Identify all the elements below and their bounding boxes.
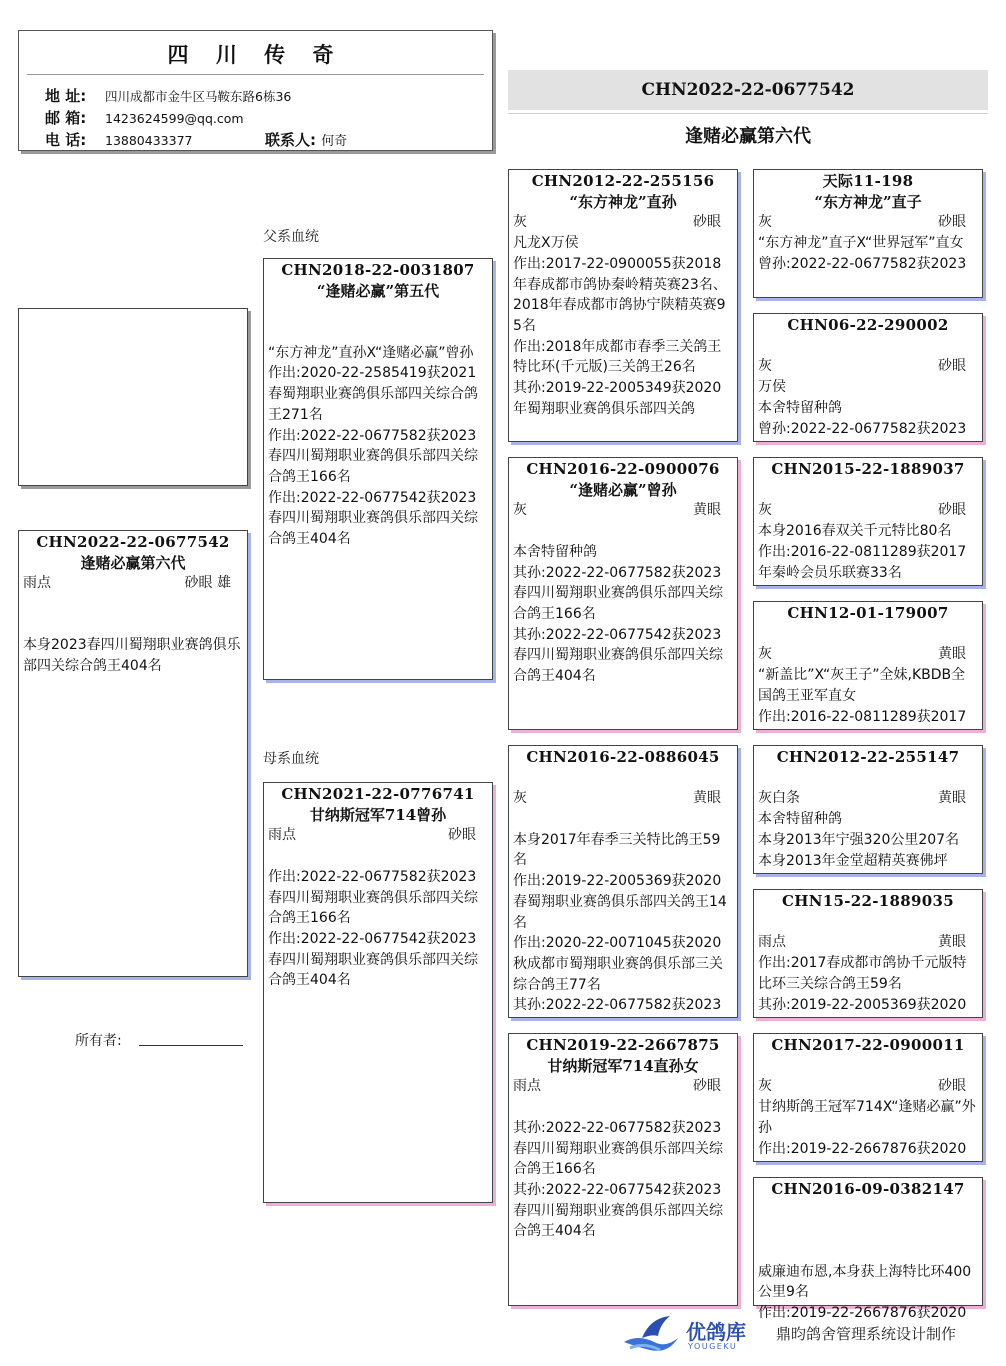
contact-block — [265, 129, 347, 150]
feather-color: 雨点 — [513, 1078, 541, 1095]
pedigree-card — [753, 1177, 983, 1322]
color-eye-row — [513, 1076, 733, 1097]
pigeon-name — [513, 768, 733, 789]
color-eye-row — [23, 573, 243, 594]
ring-number: CHN2019-22-2667875 — [526, 1036, 720, 1054]
ring-number: CHN2018-22-0031807 — [281, 261, 475, 279]
pedigree-card — [508, 457, 738, 730]
color-eye-row — [758, 356, 978, 377]
pedigree-note: 其孙:2022-22-0677582获2023 — [513, 997, 722, 1014]
pedigree-note: 作出:2022-22-0677542获2023春四川蜀翔职业赛鸽俱乐部四关综合鸽王404名 — [268, 930, 478, 989]
ring-number: CHN2022-22-0677542 — [36, 533, 230, 551]
color-eye-row — [758, 1076, 978, 1097]
feather-color: 灰 — [758, 1078, 772, 1095]
pedigree-note: 本舍特留种鸽 — [758, 399, 842, 416]
pigeon-name: “逢赌必赢”第五代 — [316, 281, 440, 300]
pedigree-note: 凡龙X万侯 — [513, 235, 579, 252]
address-label: 地 址: — [45, 87, 87, 105]
feather-color: 雨点 — [23, 575, 51, 592]
ring-number: CHN15-22-1889035 — [782, 892, 954, 910]
pedigree-note — [513, 809, 733, 830]
pedigree-note: 曾孙:2022-22-0677582获2023 — [758, 255, 967, 272]
pedigree-note: 其孙:2022-22-0677542获2023春四川蜀翔职业赛鸽俱乐部四关综合鸽王404名 — [513, 626, 723, 685]
pedigree-note: 作出:2020-22-2585419获2021春蜀翔职业赛鸽俱乐部四关综合鸽王271名 — [268, 365, 478, 423]
pigeon-name — [758, 624, 978, 645]
feather-color: 灰 — [513, 502, 527, 519]
feather-color: 灰 — [758, 646, 772, 663]
ring-number: CHN2012-22-255147 — [776, 748, 960, 766]
ring-number: CHN12-01-179007 — [787, 604, 949, 622]
pedigree-note: 本身2013年宁强320公里207名 — [758, 831, 960, 848]
color-eye-row — [513, 212, 733, 233]
pedigree-note: 本身2017年春季三关特比鸽王59名 — [513, 831, 721, 869]
pedigree-note — [23, 594, 243, 615]
ring-number: CHN2021-22-0776741 — [281, 785, 475, 803]
ring-number: CHN2016-22-0900076 — [526, 460, 720, 478]
phone-value: 13880433377 — [105, 133, 193, 148]
pedigree-note: 本舍特留种鸽 — [513, 543, 597, 560]
pedigree-card — [753, 889, 983, 1018]
pigeon-name — [758, 1200, 978, 1221]
pigeon-name: 甘纳斯冠军714直孙女 — [547, 1056, 699, 1075]
pedigree-note: 作出:2022-22-0677582获2023春四川蜀翔职业赛鸽俱乐部四关综合鸽王166名 — [268, 868, 478, 927]
pedigree-card — [753, 313, 983, 442]
pedigree-note — [268, 846, 488, 867]
feather-color: 雨点 — [268, 827, 296, 844]
pedigree-card — [753, 1033, 983, 1162]
pigeon-name: “逢赌必赢”曾孙 — [569, 480, 677, 499]
pedigree-note: 作出:2017春成都市鸽协千元版特比环三关综合鸽王59名 — [758, 955, 967, 992]
pedigree-card — [508, 169, 738, 442]
pedigree-note: 作出:2019-22-2005369获2020春蜀翔职业赛鸽俱乐部四关鸽王14名 — [513, 873, 727, 931]
color-eye-row — [268, 825, 488, 846]
ring-number: CHN06-22-290002 — [787, 316, 949, 334]
pedigree-note: 作出:2020-22-0071045获2020秋成都市蜀翔职业赛鸽俱乐部三关综合鸽王77名 — [513, 935, 723, 993]
feather-color: 灰 — [513, 214, 527, 231]
loft-divider — [27, 74, 484, 75]
phone-label: 电 话: — [45, 131, 87, 149]
eye-type: 砂眼 — [938, 502, 966, 519]
eye-type: 砂眼 雄 — [184, 575, 231, 592]
pedigree-card — [508, 1033, 738, 1306]
pedigree-note: 威廉迪布恩,本身获上海特比环400公里9名 — [758, 1263, 972, 1301]
ring-number: CHN2012-22-255156 — [531, 172, 715, 190]
pedigree-note — [513, 1097, 733, 1118]
color-eye-row — [513, 788, 733, 809]
pedigree-card — [753, 601, 983, 730]
pedigree-card — [508, 745, 738, 1018]
eye-type: 黄眼 — [938, 790, 966, 807]
pigeon-name: 甘纳斯冠军714曾孙 — [309, 805, 447, 824]
pedigree-note: 作出:2019-22-2667876获2020 — [758, 1140, 967, 1157]
credit-text: 鼎昀鸽舍管理系统设计制作 — [776, 1325, 957, 1343]
pedigree-card — [753, 457, 983, 586]
pigeon-name: “东方神龙”直子 — [814, 192, 922, 211]
color-eye-row — [758, 644, 978, 665]
pedigree-note: 作出:2016-22-0811289获2017 — [758, 708, 967, 725]
pedigree-note: 万侯 — [758, 379, 786, 396]
email-value: 1423624599@qq.com — [105, 111, 244, 126]
pedigree-note: 作出:2018年成都市春季三关鸽王特比环(千元版)三关鸽王26名 — [513, 338, 722, 376]
color-eye-row — [758, 212, 978, 233]
owner-signature-line[interactable] — [139, 1045, 243, 1046]
pedigree-note: 作出:2017-22-0900055获2018年春成都市鸽协秦岭精英赛23名、2018年春成都市鸽协宁陕精英赛95名 — [513, 255, 727, 334]
feather-color: 灰 — [758, 214, 772, 231]
feather-color: 灰 — [758, 502, 772, 519]
pedigree-note: 本身2013年金堂超精英赛佛坪 — [758, 852, 948, 869]
pigeon-name — [758, 480, 978, 501]
yougeku-logo-icon — [620, 1312, 682, 1356]
ring-number: CHN2017-22-0900011 — [771, 1036, 965, 1054]
pedigree-card — [18, 530, 248, 977]
pedigree-card — [753, 745, 983, 874]
pedigree-note: 作出:2019-22-2667876获2020 — [758, 1305, 967, 1322]
pedigree-note: 作出:2022-22-0677542获2023春四川蜀翔职业赛鸽俱乐部四关综合鸽王404名 — [268, 489, 478, 548]
color-eye-row — [268, 301, 488, 322]
phone-row — [45, 129, 485, 150]
pedigree-note — [513, 521, 733, 542]
ring-number: CHN2015-22-1889037 — [771, 460, 965, 478]
pedigree-note: 其孙:2019-22-2005349获2020年蜀翔职业赛鸽俱乐部四关鸽 — [513, 380, 722, 417]
color-eye-row — [758, 1220, 978, 1241]
eye-type: 黄眼 — [938, 646, 966, 663]
pedigree-note: 本身2016春双关千元特比80名 — [758, 523, 952, 540]
eye-type: 砂眼 — [938, 214, 966, 231]
pedigree-note — [268, 322, 488, 343]
ring-bar-underline — [508, 113, 988, 114]
pedigree-note: 甘纳斯鸽王冠军714X“逢赌必赢”外孙 — [758, 1099, 976, 1136]
loft-info-card — [18, 30, 493, 151]
pigeon-name — [758, 336, 978, 357]
eye-type: 砂眼 — [938, 1078, 966, 1095]
pedigree-note: 作出:2016-22-0811289获2017年秦岭会员乐联赛33名 — [758, 543, 967, 581]
logo-subtext: YOUGEKU — [688, 1342, 738, 1351]
feather-color: 雨点 — [758, 934, 786, 951]
pigeon-name — [758, 768, 978, 789]
pedigree-card — [263, 782, 493, 1203]
dam-section-label: 母系血统 — [263, 751, 319, 767]
pedigree-card — [753, 169, 983, 298]
eye-type: 黄眼 — [938, 934, 966, 951]
address-row — [45, 85, 291, 106]
eye-type: 砂眼 — [693, 1078, 721, 1095]
footer — [620, 1312, 990, 1356]
logo-text: 优鸽库 — [686, 1320, 746, 1344]
pedigree-note: 其孙:2022-22-0677582获2023春四川蜀翔职业赛鸽俱乐部四关综合鸽王166名 — [513, 1119, 723, 1178]
pedigree-note: 作出:2022-22-0677582获2023春四川蜀翔职业赛鸽俱乐部四关综合鸽王166名 — [268, 427, 478, 485]
color-eye-row — [758, 932, 978, 953]
pedigree-note: 其孙:2022-22-0677582获2023春四川蜀翔职业赛鸽俱乐部四关综合鸽王166名 — [513, 564, 723, 622]
ring-number: CHN2016-09-0382147 — [771, 1180, 965, 1198]
pigeon-name — [758, 1056, 978, 1077]
pedigree-note: “新盖比”X“灰王子”全妹,KBDB全国鸽王亚军直女 — [758, 667, 966, 704]
pigeon-name: “东方神龙”直孙 — [569, 192, 677, 211]
color-eye-row — [758, 788, 978, 809]
sire-section-label: 父系血统 — [263, 229, 319, 245]
main-pigeon-name: 逢赌必赢第六代 — [685, 126, 811, 147]
ring-number: 天际11-198 — [822, 172, 914, 190]
pigeon-name: 逢赌必赢第六代 — [80, 553, 186, 572]
contact-label: 联系人: — [265, 131, 316, 149]
eye-type: 砂眼 — [448, 827, 476, 844]
email-label: 邮 箱: — [45, 109, 87, 127]
address-value: 四川成都市金牛区马鞍东路6栋36 — [105, 89, 292, 104]
feather-color: 灰 — [513, 790, 527, 807]
pedigree-note: “东方神龙”直孙X“逢赌必赢”曾孙 — [268, 344, 474, 361]
feather-color: 灰白条 — [758, 790, 800, 807]
pedigree-note: 曾孙:2022-22-0677582获2023 — [758, 420, 967, 437]
pedigree-card — [263, 258, 493, 680]
pigeon-name — [758, 912, 978, 933]
contact-value: 何奇 — [321, 134, 348, 149]
eye-type: 黄眼 — [693, 790, 721, 807]
pigeon-photo-frame — [18, 308, 248, 486]
pedigree-note — [758, 1241, 978, 1262]
pedigree-note: “东方神龙”直子X“世界冠军”直女 — [758, 235, 964, 252]
ring-number: CHN2016-22-0886045 — [526, 748, 720, 766]
main-ring-bar: CHN2022-22-0677542 — [508, 70, 988, 110]
pedigree-note — [23, 615, 243, 636]
loft-title: 四 川 传 奇 — [167, 42, 344, 67]
feather-color: 灰 — [758, 358, 772, 375]
pedigree-note: 其孙:2022-22-0677542获2023春四川蜀翔职业赛鸽俱乐部四关综合鸽王404名 — [513, 1181, 723, 1240]
eye-type: 砂眼 — [693, 214, 721, 231]
pedigree-note: 其孙:2019-22-2005369获2020 — [758, 996, 967, 1013]
eye-type: 黄眼 — [693, 502, 721, 519]
owner-label: 所有者: — [75, 1033, 122, 1049]
eye-type: 砂眼 — [938, 358, 966, 375]
email-row — [45, 107, 244, 128]
color-eye-row — [513, 500, 733, 521]
color-eye-row — [758, 500, 978, 521]
pedigree-note: 本舍特留种鸽 — [758, 811, 842, 828]
pedigree-note: 本身2023春四川蜀翔职业赛鸽俱乐部四关综合鸽王404名 — [23, 637, 241, 675]
